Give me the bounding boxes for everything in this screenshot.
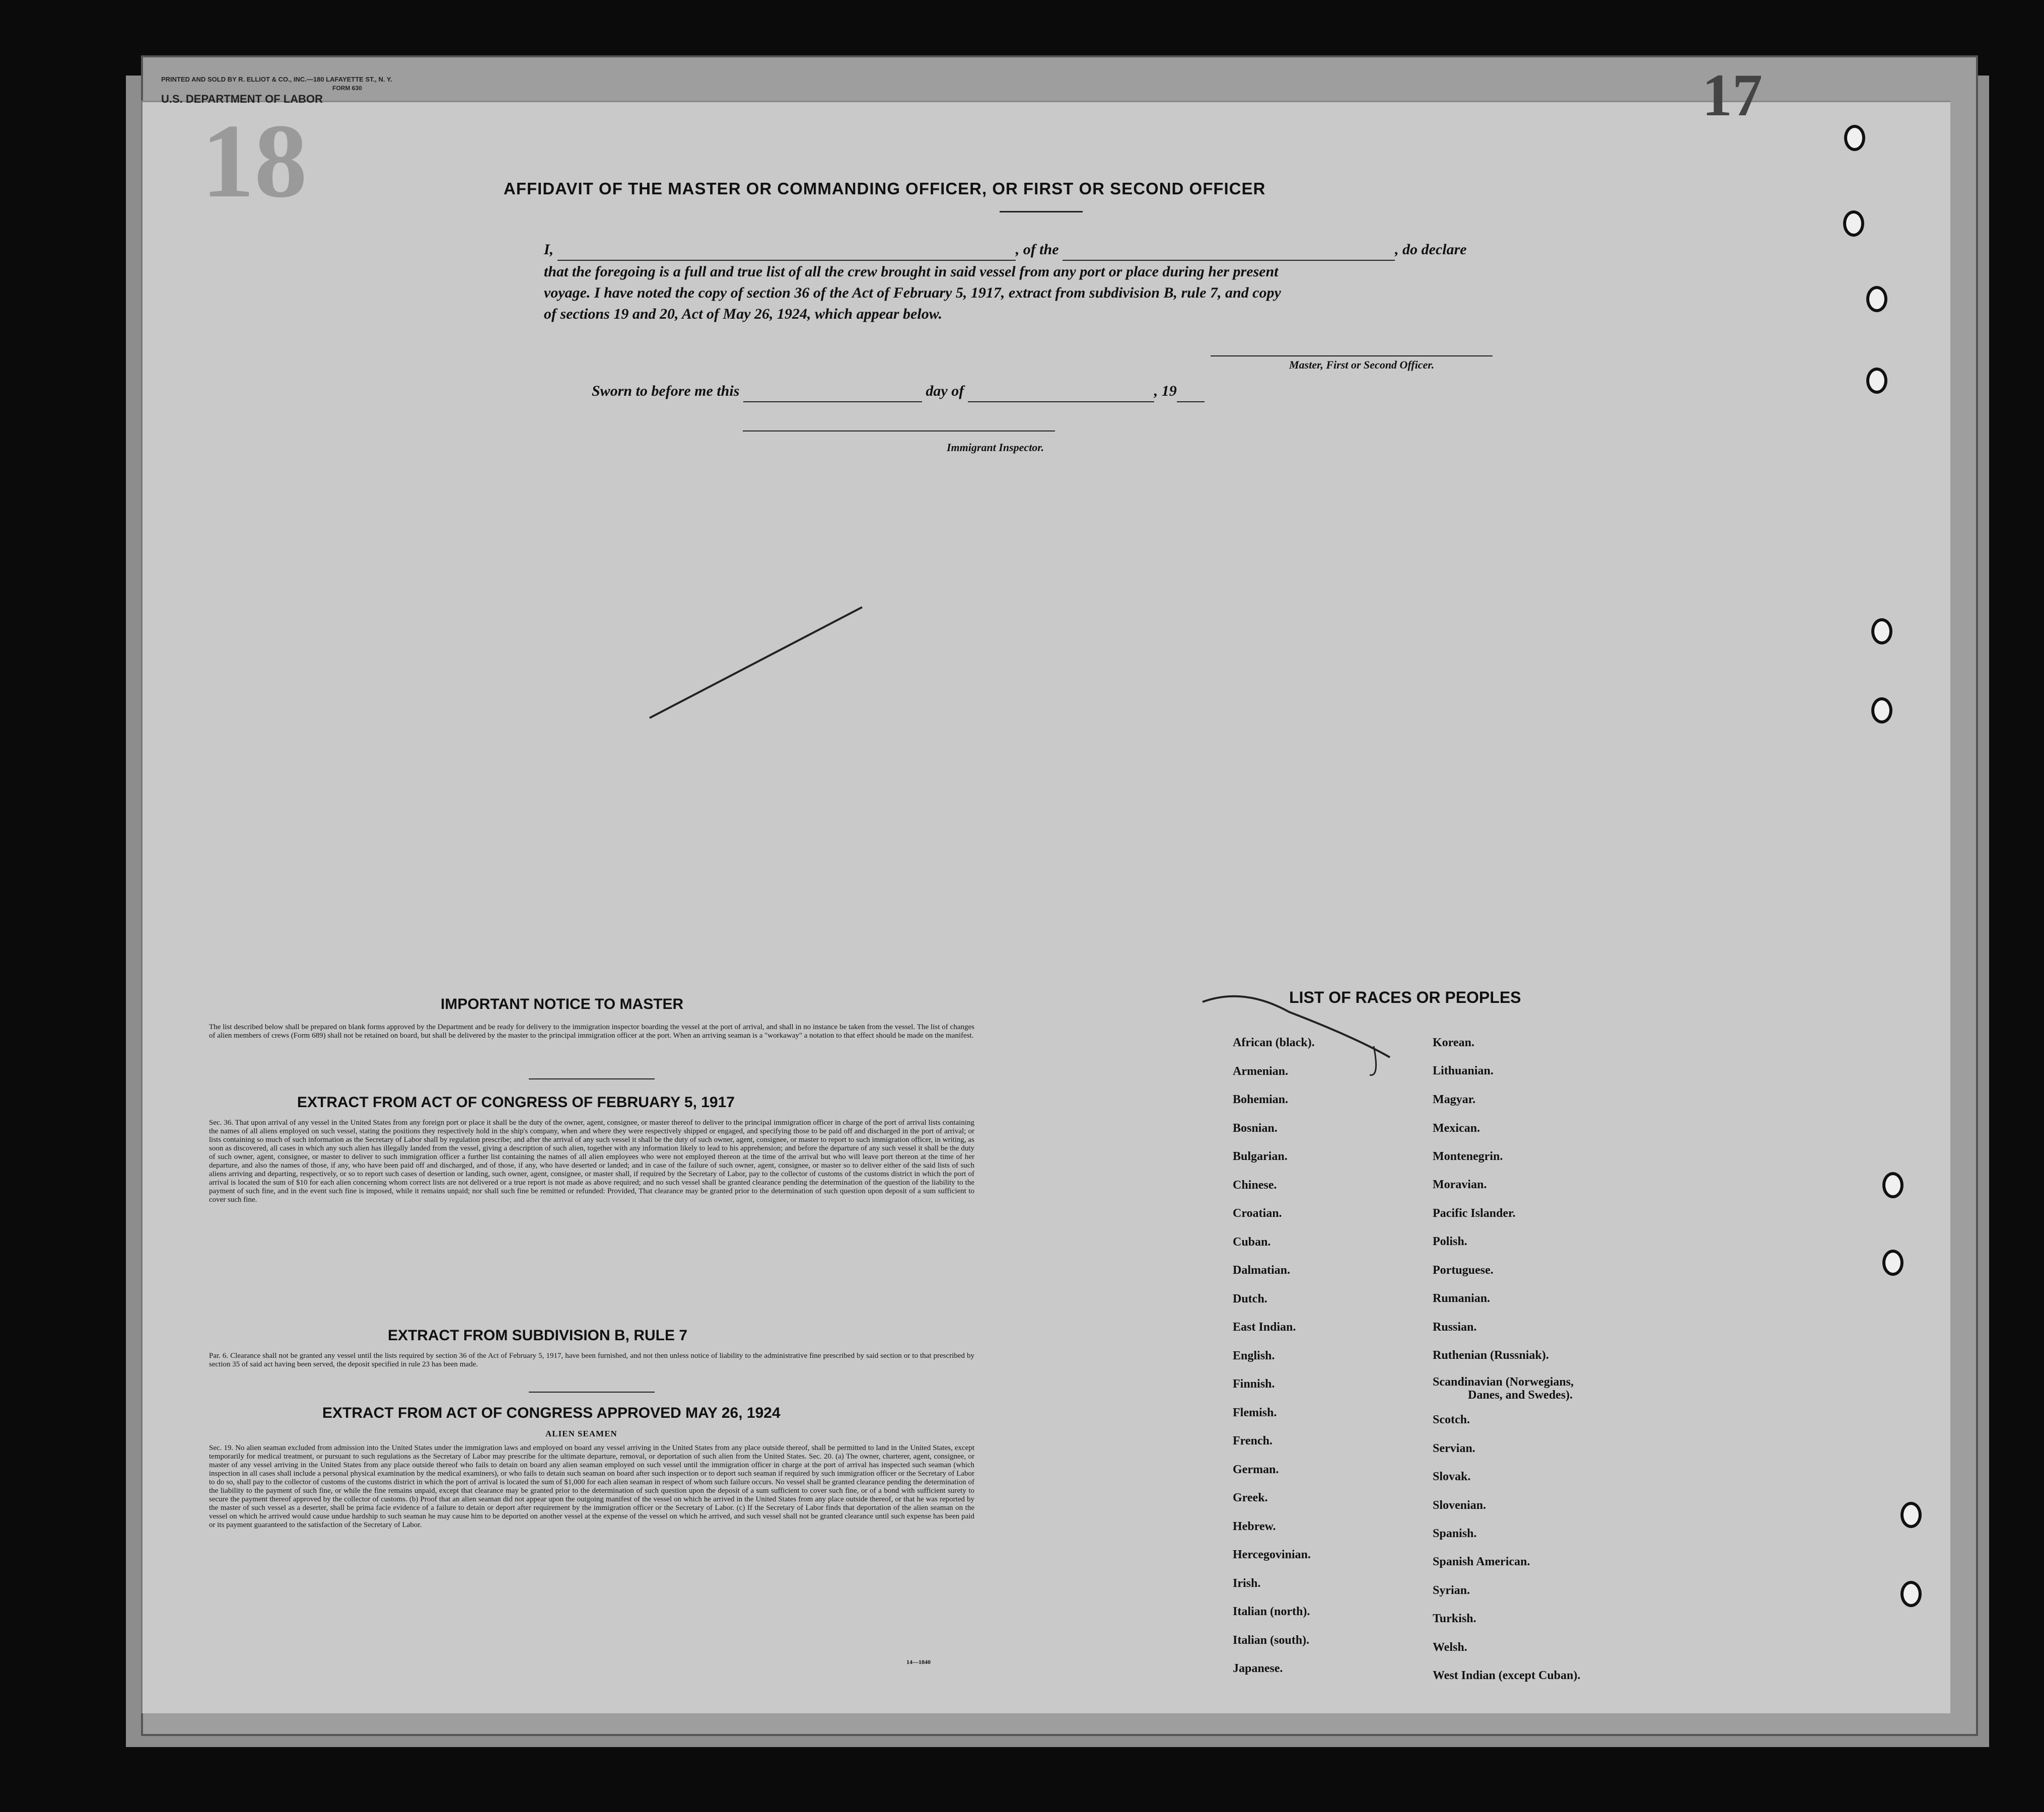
- title-underline: [1000, 211, 1083, 212]
- notice-title: IMPORTANT NOTICE TO MASTER: [441, 996, 684, 1012]
- master-signature-line[interactable]: [1211, 355, 1493, 356]
- race-item: Syrian.: [1433, 1584, 1470, 1597]
- race-item: German.: [1233, 1463, 1279, 1476]
- race-item: Spanish.: [1433, 1527, 1477, 1540]
- race-item: Moravian.: [1433, 1178, 1487, 1191]
- department-name: U.S. DEPARTMENT OF LABOR: [161, 93, 323, 105]
- race-item: Bohemian.: [1233, 1093, 1289, 1106]
- race-item: Cuban.: [1233, 1235, 1271, 1249]
- race-item: Portuguese.: [1433, 1264, 1494, 1277]
- sworn-month-blank[interactable]: [968, 401, 1154, 402]
- day-of-label: day of: [926, 383, 964, 399]
- race-item: Spanish American.: [1433, 1555, 1530, 1568]
- race-item: African (black).: [1233, 1036, 1315, 1049]
- race-item: Dalmatian.: [1233, 1264, 1290, 1277]
- race-item: Chinese.: [1233, 1178, 1277, 1192]
- affidavit-line-2: that the foregoing is a full and true list of all the crew brought in said vessel from any port or place during her present: [544, 263, 1279, 280]
- race-item: Mexican.: [1433, 1122, 1480, 1135]
- race-item: Armenian.: [1233, 1064, 1288, 1078]
- sworn-line: [592, 380, 1589, 402]
- subdivision-b-body: Par. 6. Clearance shall not be granted any vessel until the lists required by section 36 of the Act of February 5, 1917, have been furnished, and not then unless notice of liability to the administrative fine prescribed by said section or to that prescribed by section 35 of said act having been served, the deposit specified in rule 23 has been made.: [209, 1352, 974, 1368]
- sworn-to-label: Sworn to before me this: [592, 383, 740, 399]
- affidavit-line-4: of sections 19 and 20, Act of May 26, 1924, which appear below.: [544, 306, 943, 322]
- race-item: Ruthenian (Russniak).: [1433, 1349, 1549, 1362]
- race-item: Welsh.: [1433, 1641, 1467, 1654]
- notice-body: The list described below shall be prepared on blank forms approved by the Department and be ready for delivery to the immigration inspector boarding the vessel at the port of arrival, and shall in no instance be taken from the vessel. The list of changes of alien members of crews (Form 689) shall not be retained on board, but shall be delivered by the master to the principal immigration officer at the port. When an arriving seaman is a "workaway" a notation to that effect should be made on the manifest.: [209, 1023, 974, 1040]
- form-number: FORM 630: [332, 85, 362, 92]
- race-item: Russian.: [1433, 1321, 1477, 1334]
- extract-1917-title: EXTRACT FROM ACT OF CONGRESS OF FEBRUARY 5, 1917: [297, 1094, 735, 1111]
- race-item: East Indian.: [1233, 1321, 1296, 1334]
- race-item: Scandinavian (Norwegians,: [1433, 1375, 1574, 1389]
- affidavit-line-3: voyage. I have noted the copy of section 36 of the Act of February 5, 1917, extract from subdivision B, rule 7, and copy: [544, 284, 1281, 301]
- race-item: Dutch.: [1233, 1292, 1267, 1306]
- race-item: Servian.: [1433, 1442, 1475, 1455]
- inspector-signature-line[interactable]: [743, 430, 1055, 431]
- affidavit-i-label: I,: [544, 241, 554, 258]
- alien-seamen-subtitle: ALIEN SEAMEN: [545, 1429, 617, 1438]
- races-title: LIST OF RACES OR PEOPLES: [1289, 988, 1521, 1006]
- inspector-signature-label: Immigrant Inspector.: [947, 441, 1044, 454]
- extract-1924-body: Sec. 19. No alien seaman excluded from admission into the United States under the immigration laws and employed on board any vessel arriving in the United States from any place outside thereof, shall be permitted to land in the United States, except temporarily for medical treatment, or pursuant to such regulations as the Secretary of Labor may prescribe for the ultimate departure, removal, or deportation of such alien from the United States. Sec. 20. (a) The owner, charterer, agent, consignee, or master of any vessel arriving in the United States from any place outside thereof who fails to detain on board any alien seaman employed on such vessel until the immigration officer in charge at the port of arrival has inspected such seaman (which inspection in all cases shall include a personal physical examination by the medical examiners), or who fails to detain such seaman on board after such inspection or to deport such seaman if required by such immigration officer or the Secretary of Labor to do so, shall pay to the collector of customs of the customs district in which the port of arrival is located the sum of $1,000 for each alien seaman in respect of whom such failure occurs. No vessel shall be granted clearance pending the determination of the liability to the payment of such fine, or while the fine remains unpaid, except that clearance may be granted prior to the determination of such question upon the deposit of a sum sufficient to cover such fine, or of a bond with sufficient surety to secure the payment thereof approved by the collector of customs. (b) Proof that an alien seaman did not appear upon the outgoing manifest of the vessel on which he arrived in the United States from any place outside thereof, or that he was reported by the master of such vessel as a deserter, shall be prima facie evidence of a failure to detain or deport after requirement by the immigration officer or the Secretary of Labor. (c) If the Secretary of Labor finds that deportation of the alien seaman on the vessel on which he arrived would cause undue hardship to such seaman he may cause him to be deported on another vessel at the expense of the vessel on which he arrived, and such vessel shall not be granted clearance until such expense has been paid or its payment guaranteed to the satisfaction of the Secretary of Labor.: [209, 1444, 974, 1529]
- race-item: Italian (south).: [1233, 1633, 1310, 1647]
- race-item: Turkish.: [1433, 1612, 1476, 1625]
- extract-1917-body: Sec. 36. That upon arrival of any vessel in the United States from any foreign port or place it shall be the duty of the owner, agent, consignee, or master thereof to deliver to the principal immigration officer in charge of the port of arrival lists containing the names of all aliens employed on such vessel, stating the positions they respectively hold in the ship's company, when and where they were respectively shipped or engaged, and specifying those to be paid off and discharged in the port of arrival; or lists containing so much of such information as the Secretary of Labor shall by regulation prescribe; and after the arrival of any such vessel it shall be the duty of such owner, agent, consignee, or master to report to such immigration officer, in writing, as soon as discovered, all cases in which any such alien has illegally landed from the vessel, giving a description of such alien, together with any information likely to lead to his apprehension; and before the departure of any such vessel it shall be the duty of such owner, agent, consignee, or master to deliver to such immigration officer a further list containing the names of all alien employees who were not employed thereon at the time of the arrival but who will leave port thereon at the time of her departure, and also the names of those, if any, who have been paid off and discharged, and of those, if any, who have deserted or landed; and in case of the failure of such owner, agent, consignee, or master so to deliver either of the said lists of such aliens arriving and departing, respectively, or so to report such cases of desertion or landing, such owner, agent, consignee, or master shall, if required by the Secretary of Labor, pay to the collector of customs of the customs district in which the port of arrival is located the sum of $10 for each alien concerning whom correct lists are not delivered or a true report is not made as above required; and no such vessel shall be granted clearance pending the determination of the question of the liability to the payment of such fine, and in the event such fine is imposed, while it remains unpaid; nor shall such fine be remitted or refunded: Provided, That clearance may be granted prior to the determination of such question upon deposit of a sum sufficient to cover such fine.: [209, 1119, 974, 1204]
- race-item: Pacific Islander.: [1433, 1207, 1516, 1220]
- race-item: Hebrew.: [1233, 1519, 1276, 1533]
- race-item: Italian (north).: [1233, 1605, 1310, 1618]
- race-item: Polish.: [1433, 1235, 1467, 1248]
- subdivision-b-title: EXTRACT FROM SUBDIVISION B, RULE 7: [388, 1327, 688, 1344]
- race-item: Flemish.: [1233, 1406, 1277, 1419]
- race-item: Slovak.: [1433, 1470, 1471, 1483]
- affidavit-of-the: , of the: [1015, 241, 1059, 258]
- form-code: 14—1840: [906, 1658, 931, 1665]
- race-item: Scotch.: [1433, 1413, 1470, 1426]
- extract-1924-title: EXTRACT FROM ACT OF CONGRESS APPROVED MAY 26, 1924: [322, 1405, 781, 1421]
- year-label: , 19: [1154, 383, 1177, 399]
- race-item: Hercegovinian.: [1233, 1548, 1311, 1561]
- race-item: West Indian (except Cuban).: [1433, 1669, 1581, 1682]
- sworn-day-blank[interactable]: [743, 401, 922, 402]
- sworn-year-blank[interactable]: [1177, 401, 1205, 402]
- master-signature-label: Master, First or Second Officer.: [1289, 358, 1435, 371]
- race-item: Finnish.: [1233, 1378, 1275, 1391]
- race-item: Slovenian.: [1433, 1499, 1487, 1512]
- page-number: 17: [1702, 61, 1763, 128]
- printer-line: PRINTED AND SOLD BY R. ELLIOT & CO., INC.—180 LAFAYETTE ST., N. Y.: [161, 76, 392, 83]
- affidavit-title: AFFIDAVIT OF THE MASTER OR COMMANDING OFFICER, OR FIRST OR SECOND OFFICER: [504, 179, 1266, 198]
- race-item: Korean.: [1433, 1036, 1474, 1049]
- pen-stroke: [1370, 1046, 1376, 1075]
- race-item: Bulgarian.: [1233, 1150, 1288, 1163]
- race-item: Japanese.: [1233, 1662, 1283, 1675]
- race-item: Rumanian.: [1433, 1292, 1491, 1305]
- section-divider: [529, 1078, 655, 1079]
- race-item: Danes, and Swedes).: [1468, 1389, 1573, 1402]
- pen-stroke: [650, 607, 862, 718]
- race-item: Bosnian.: [1233, 1121, 1278, 1135]
- affidavit-line-1: [544, 239, 1541, 261]
- race-item: Irish.: [1233, 1576, 1261, 1590]
- affidavit-do-declare: , do declare: [1395, 241, 1467, 258]
- race-item: Montenegrin.: [1433, 1150, 1503, 1163]
- ghost-page-number: 18: [201, 103, 307, 220]
- race-item: Greek.: [1233, 1491, 1268, 1504]
- race-item: Lithuanian.: [1433, 1064, 1494, 1077]
- section-divider: [529, 1392, 655, 1393]
- race-item: French.: [1233, 1434, 1273, 1447]
- race-item: Croatian.: [1233, 1207, 1282, 1220]
- race-item: Magyar.: [1433, 1093, 1476, 1106]
- race-item: English.: [1233, 1349, 1275, 1362]
